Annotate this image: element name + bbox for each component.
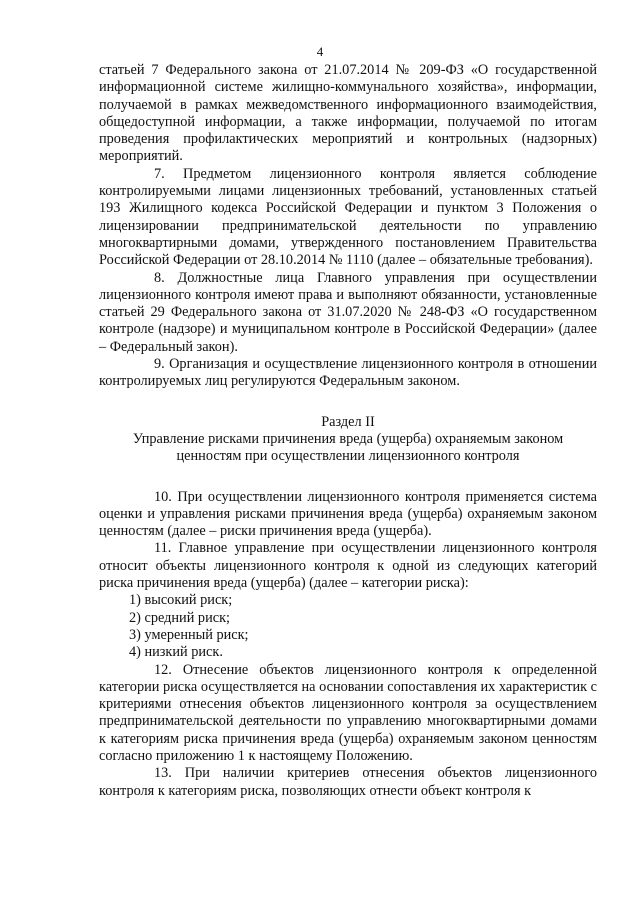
section-heading xyxy=(99,414,597,466)
risk-item-low: 4) низкий риск. xyxy=(129,644,223,661)
document-body xyxy=(99,62,597,800)
paragraph-9: 9. Организация и осуществление лицензионного контроля в отношении контролируемых лиц регулируются Федеральным законом. xyxy=(99,356,597,390)
risk-item-moderate: 3) умеренный риск; xyxy=(129,626,249,643)
risk-item-high: 1) высокий риск; xyxy=(129,592,233,609)
paragraph-10: 10. При осуществлении лицензионного контроля применяется система оценки и управления рисками причинения вреда (ущерба) охраняемым законом ценностям (далее – риски причинения вреда (ущерба). xyxy=(99,488,597,540)
risk-item-medium: 2) средний риск; xyxy=(129,609,230,626)
paragraph-12: 12. Отнесение объектов лицензионного контроля к определенной категории риска осуществляется на основании сопоставления их характеристик с критериями отнесения объектов лицензионного контроля за осуществлением предпринимательской деятельности по управлению многоквартирными домами к категориям риска причинения вреда (ущерба) охраняемым законом ценностям согласно приложению 1 к настоящему Положению. xyxy=(99,661,597,764)
section-title: Управление рисками причинения вреда (ущерба) охраняемым законом ценностям при осуществлении лицензионного контроля xyxy=(132,430,564,465)
section-number: Раздел II xyxy=(321,413,375,430)
page-number: 4 xyxy=(316,44,324,59)
paragraph-6-continuation: статьей 7 Федерального закона от 21.07.2014 № 209-ФЗ «О государственной информационной системе жилищно-коммунального хозяйства», информации, получаемой в рамках межведомственного информационного взаимодействия, общедоступной информации, а также информации, получаемой по итогам проведения профилактических мероприятий и контрольных (надзорных) мероприятий. xyxy=(99,62,597,165)
paragraph-8: 8. Должностные лица Главного управления при осуществлении лицензионного контроля имеют права и выполняют обязанности, установленные статьей 29 Федерального закона от 31.07.2020 № 248-ФЗ «О государственном контроле (надзоре) и муниципальном контроле в Российской Федерации» (далее – Федеральный закон). xyxy=(99,269,597,355)
paragraph-13: 13. При наличии критериев отнесения объектов лицензионного контроля к категориям риска, позволяющих отнести объект контроля к xyxy=(99,765,597,799)
paragraph-7: 7. Предметом лицензионного контроля является соблюдение контролируемыми лицами лицензионных требований, установленных статьей 193 Жилищного кодекса Российской Федерации и пунктом 3 Положения о лицензировании предпринимательской деятельности по управлению многоквартирными домами, утвержденного постановлением Правительства Российской Федерации от 28.10.2014 № 1110 (далее – обязательные требования). xyxy=(99,165,597,269)
paragraph-11: 11. Главное управление при осуществлении лицензионного контроля относит объекты лицензионного контроля к одной из следующих категорий риска причинения вреда (ущерба) (далее – категории риска): xyxy=(99,540,597,592)
